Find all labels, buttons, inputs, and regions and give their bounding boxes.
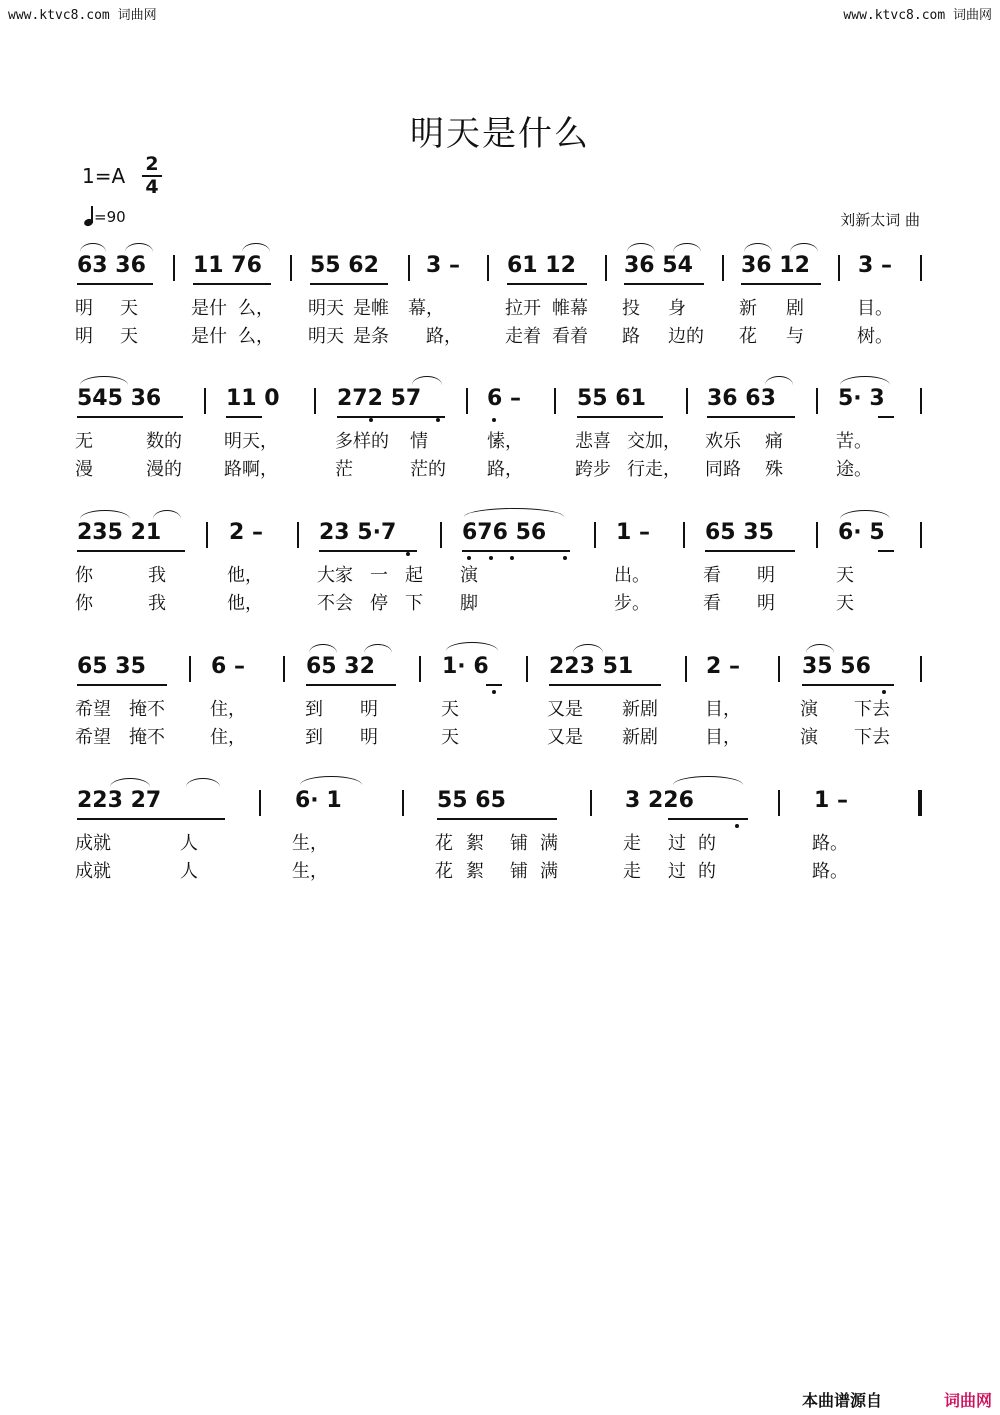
lyric: 又是 [547,727,583,748]
lyric: 漫的 [146,459,182,480]
lyric: 是什 [191,326,227,347]
measure: 272 57 [337,386,422,411]
lyric: 天 [120,298,138,319]
lyric: 到 [305,699,323,720]
lyric: 起 [405,565,423,586]
measure: 2 – [229,520,263,545]
lyric: 生， [292,833,328,854]
site-logo[interactable]: 词曲网 [943,1391,992,1410]
lyric: 成就 [75,861,111,882]
lyric: 出。 [614,565,650,586]
lyric: 铺 [510,861,528,882]
lyric: 希望 [75,727,111,748]
lyric: 么， [238,326,274,347]
lyric: 我 [148,565,166,586]
lyric: 絮 [466,861,484,882]
measure: 11 76 [193,253,262,278]
measure: 3 – [426,253,460,278]
lyric: 的 [698,861,716,882]
lyric: 明 [75,326,93,347]
measure: 65 35 [77,654,146,679]
measure: 35 56 [802,654,871,679]
lyric: 希望 [75,699,111,720]
lyric: 路啊， [224,459,278,480]
lyric: 花 [435,833,453,854]
measure: 235 21 [77,520,162,545]
lyric: 茫 [335,459,353,480]
measure: 6 – [211,654,245,679]
lyric: 不会 [317,593,353,614]
measure: 36 54 [624,253,693,278]
lyric: 身 [668,298,686,319]
lyric: 明 [360,699,378,720]
lyric: 路， [487,459,523,480]
lyric: 下 [405,593,423,614]
lyric: 边的 [668,326,704,347]
lyric: 殊 [765,459,783,480]
lyric: 剧 [786,298,804,319]
measure: 223 27 [77,788,162,813]
lyric: 演 [460,565,478,586]
measure: 1 – [814,788,848,813]
lyric: 掩不 [129,699,165,720]
lyric: 天 [441,727,459,748]
measure: 545 36 [77,386,162,411]
measure: 1· 6 [442,654,489,679]
quarter-note-icon [84,206,94,226]
lyric: 脚 [460,593,478,614]
measure: 3 – [858,253,892,278]
lyric: 天 [441,699,459,720]
lyric: 路。 [812,833,848,854]
lyric: 帷幕 [552,298,588,319]
lyric: 走着 [505,326,541,347]
lyric: 下去 [854,727,890,748]
notes-row [0,253,1000,297]
watermark-right[interactable]: www.ktvc8.com 词曲网 [843,8,992,23]
measure: 55 65 [437,788,506,813]
measure: 223 51 [549,654,634,679]
lyric: 明 [75,298,93,319]
notes-row [0,654,1000,698]
lyric: 欢乐 [705,431,741,452]
measure: 23 5·7 [319,520,397,545]
lyric: 他， [227,593,263,614]
lyric: 走 [623,861,641,882]
measure: 55 62 [310,253,379,278]
watermark-left[interactable]: www.ktvc8.com 词曲网 [8,8,157,23]
lyric: 掩不 [129,727,165,748]
lyric: 演 [800,699,818,720]
measure: 61 12 [507,253,576,278]
lyric: 你 [75,565,93,586]
lyric: 情 [410,431,428,452]
lyric: 愫， [487,431,523,452]
lyric: 明 [757,565,775,586]
lyric: 交加， [627,431,681,452]
measure: 3 226 [625,788,694,813]
lyric: 拉开 [505,298,541,319]
lyric: 同路 [705,459,741,480]
lyric: 数的 [146,431,182,452]
lyric: 树。 [857,326,893,347]
lyric: 目， [705,727,741,748]
lyric: 明天 [308,326,344,347]
measure: 65 32 [306,654,375,679]
time-signature-bottom: 4 [142,175,162,198]
lyric: 是条 [353,326,389,347]
notes-row [0,788,1000,832]
lyric: 过 [668,833,686,854]
lyric: 悲喜 [575,431,611,452]
lyric: 新 [739,298,757,319]
lyric: 目。 [857,298,893,319]
measure: 11 0 [226,386,280,411]
lyric: 走 [623,833,641,854]
key-signature: 1=A [82,164,126,188]
measure: 36 12 [741,253,810,278]
lyric: 下去 [854,699,890,720]
lyric: 明天 [308,298,344,319]
notes-row [0,520,1000,564]
lyric: 明 [757,593,775,614]
lyric: 看 [703,565,721,586]
lyric: 路， [426,326,462,347]
lyric: 看着 [552,326,588,347]
lyric: 生， [292,861,328,882]
lyric: 絮 [466,833,484,854]
song-title: 明天是什么 [410,114,590,154]
lyric: 演 [800,727,818,748]
lyric: 多样的 [335,431,389,452]
lyric: 幕， [408,298,444,319]
lyric: 人 [180,861,198,882]
time-signature [142,154,162,198]
lyric: 你 [75,593,93,614]
measure: 2 – [706,654,740,679]
lyric: 大家 [317,565,353,586]
lyric: 漫 [75,459,93,480]
lyric: 途。 [836,459,872,480]
lyric: 新剧 [622,699,658,720]
lyric: 满 [540,861,558,882]
lyric: 路。 [812,861,848,882]
lyric: 路 [622,326,640,347]
lyric: 花 [435,861,453,882]
measure: 6· 5 [838,520,885,545]
time-signature-top: 2 [145,153,159,175]
lyric: 住， [210,699,246,720]
lyric: 苦。 [836,431,872,452]
lyric: 是什 [191,298,227,319]
lyric: 满 [540,833,558,854]
measure: 1 – [616,520,650,545]
source-note: 本曲谱源自 [801,1391,882,1410]
tempo-value: =90 [94,208,126,226]
lyric: 新剧 [622,727,658,748]
tempo-marking [84,206,126,226]
lyric: 一 [370,565,388,586]
lyric: 步。 [614,593,650,614]
lyric: 铺 [510,833,528,854]
lyric: 我 [148,593,166,614]
lyric: 天 [836,565,854,586]
measure: 5· 3 [838,386,885,411]
lyric: 人 [180,833,198,854]
measure: 36 63 [707,386,776,411]
measure: 6 – [487,386,521,411]
lyric: 无 [75,431,93,452]
measure: 65 35 [705,520,774,545]
lyric: 目， [705,699,741,720]
lyric: 与 [786,326,804,347]
lyric: 花 [739,326,757,347]
lyric: 痛 [765,431,783,452]
lyric: 天 [836,593,854,614]
measure: 63 36 [77,253,146,278]
lyric: 明 [360,727,378,748]
lyric: 停 [370,593,388,614]
lyric: 天 [120,326,138,347]
measure: 676 56 [462,520,547,545]
lyric: 投 [622,298,640,319]
lyric: 么， [238,298,274,319]
lyric: 行走， [627,459,681,480]
lyric: 的 [698,833,716,854]
notes-row [0,386,1000,430]
lyric: 跨步 [575,459,611,480]
lyric: 成就 [75,833,111,854]
lyric: 过 [668,861,686,882]
lyric: 又是 [547,699,583,720]
lyric: 到 [305,727,323,748]
credit: 刘新太词 曲 [840,211,920,229]
lyric: 他， [227,565,263,586]
lyric: 住， [210,727,246,748]
lyric: 茫的 [410,459,446,480]
lyric: 明天， [224,431,278,452]
lyric: 是帷 [353,298,389,319]
measure: 55 61 [577,386,646,411]
lyric: 看 [703,593,721,614]
measure: 6· 1 [295,788,342,813]
